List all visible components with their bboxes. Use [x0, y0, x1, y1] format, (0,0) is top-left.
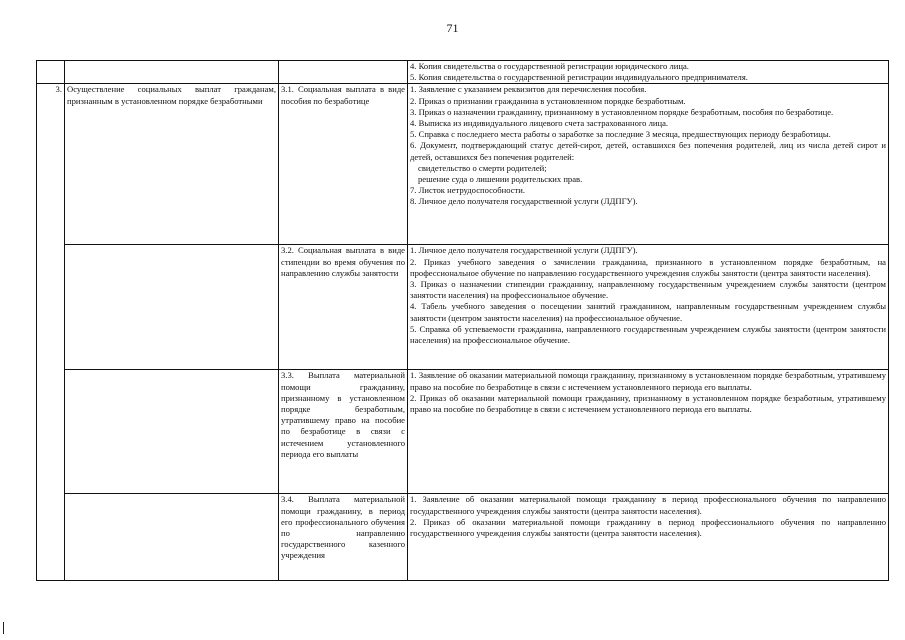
table-row-3-3	[37, 370, 889, 494]
documents-cell	[408, 84, 889, 245]
service-name-cell: Осуществление социальных выплат гражданам, признанным в установленном порядке безработными	[65, 84, 279, 245]
table-row-3-1	[37, 84, 889, 245]
document-item: 1. Заявление об оказании материальной помощи гражданину в период профессионального обучения по направлению государственного учреждения службы занятости (центра занятости населения).	[410, 494, 886, 516]
document-item: 1. Личное дело получателя государственной услуги (ЛДПГУ).	[410, 245, 638, 256]
subservice-cell	[279, 61, 408, 84]
documents-cell	[408, 245, 889, 370]
documents-cell	[408, 61, 889, 84]
subservice-cell: 3.3. Выплата материальной помощи гражданину, признанному в установленном порядке безработным, утратившему право на пособие по безработице в связи с истечением установленного периода его выплаты	[279, 370, 408, 494]
document-item: 2. Приказ о признании гражданина в установленном порядке безработным.	[410, 95, 686, 106]
table-row-3-4	[37, 494, 889, 581]
subservice-cell: 3.1. Социальная выплата в виде пособия по безработице	[279, 84, 408, 245]
document-item: 1. Заявление об оказании материальной помощи гражданину, признанному в установленном порядке безработным, утратившему право на пособие по безработице в связи с истечением установленного периода его выплаты.	[410, 370, 886, 392]
table-row-3-2	[37, 245, 889, 370]
document-item: 2. Приказ об оказании материальной помощи гражданину, признанному в установленном порядке безработным, утратившему право на пособие по безработице в связи с истечением установленного периода его выплаты.	[410, 392, 886, 415]
document-item: 5. Копия свидетельства о государственной регистрации индивидуального предпринимателя.	[410, 72, 748, 83]
document-subitem: решение суда о лишении родительских прав.	[418, 174, 583, 185]
service-name-cell	[65, 61, 279, 84]
document-item: 3. Приказ о назначении стипендии гражданину, направленному государственным учреждением службы занятости (центром занятости населения) на профессиональное обучение.	[410, 279, 886, 301]
document-item: 7. Листок нетрудоспособности.	[410, 185, 526, 196]
service-name-cell	[65, 245, 279, 370]
document-item: 1. Заявление с указанием реквизитов для перечисления пособия.	[410, 84, 647, 95]
row-number-cell: 3.	[37, 84, 65, 581]
document-item: 4. Копия свидетельства о государственной регистрации юридического лица.	[410, 61, 689, 71]
page-number: 71	[446, 21, 459, 35]
document-item: 3. Приказ о назначении гражданину, признанному в установленном порядке безработным, пособия по безработице.	[410, 106, 834, 117]
row-number-cell	[37, 61, 65, 84]
document-item: 4. Выписка из индивидуального лицевого счета застрахованного лица.	[410, 118, 669, 129]
document-item: 5. Справка об успеваемости гражданина, направленного государственным учреждением службы занятости (центром занятости населения) на профессиональное обучение.	[410, 323, 886, 346]
document-item: 4. Табель учебного заведения о посещении занятий гражданином, направленным государственным учреждением службы занятости (центром занятости населения) на профессиональное обучение.	[410, 301, 886, 323]
documents-cell	[408, 370, 889, 494]
document-item: 2. Приказ об оказании материальной помощи гражданину в период профессионального обучения по направлению государственного учреждения службы занятости (центра занятости населения).	[410, 516, 886, 539]
document-item: 8. Личное дело получателя государственной услуги (ЛДПГУ).	[410, 196, 638, 207]
documents-cell	[408, 494, 889, 581]
service-name-cell	[65, 494, 279, 581]
table-row-continuation	[37, 61, 889, 84]
document-item: 6. Документ, подтверждающий статус детей-сирот, детей, оставшихся без попечения родителей, лиц из числа детей сирот и детей, оставшихся без попечения родителей:	[410, 140, 886, 162]
scan-edge-mark	[3, 622, 4, 634]
service-name-cell	[65, 370, 279, 494]
subservice-cell: 3.2. Социальная выплата в виде стипендии во время обучения по направлению службы занятости	[279, 245, 408, 370]
document-item: 5. Справка с последнего места работы о заработке за последние 3 месяца, предшествующих периоду безработицы.	[410, 129, 831, 140]
document-subitem: свидетельство о смерти родителей;	[418, 162, 547, 173]
services-table	[36, 60, 889, 581]
document-item: 2. Приказ учебного заведения о зачислении гражданина, признанного в установленном порядке безработным, на профессиональное обучение по направлению государственного учреждения службы занятости (центра занятости населения).	[410, 256, 886, 278]
subservice-cell: 3.4. Выплата материальной помощи гражданину, в период его профессионального обучения по направлению государственного казенного учреждения	[279, 494, 408, 581]
